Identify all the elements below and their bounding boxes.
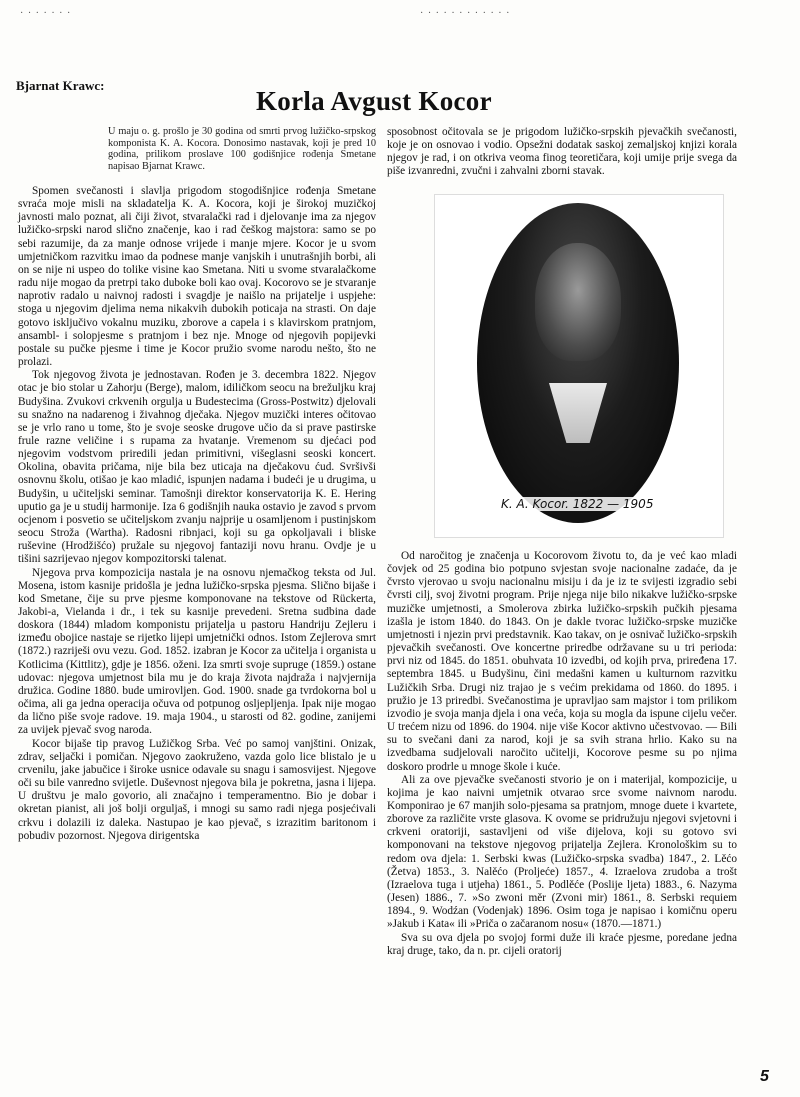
right-column-top: [387, 126, 737, 179]
portrait-signature: K. A. Kocor. 1822 — 1905: [497, 497, 657, 511]
paragraph: Sva su ova djela po svojoj formi duže ili kraće pjesme, poredane jedna kraj druge, tako, da n. pr. cijeli oratorij: [387, 931, 737, 957]
paragraph: Njegova prva kompozicija nastala je na osnovu njemačkog teksta od Jul. Mosena, istom kasnije pridošla je jedna lužičko-srpska pjesma. Slično bijaše i kod Smetane, čije su prve pjesme komponovane na tekstove od Rückerta, Jakobi-a, Vielanda i dr., i tek su kasnije prevedeni. Sretna sudbina dade doskora (1844) mladom komponistu prijatelja u pastoru Handriju Zejleru i između obojice nastaje se rijetko lijepi umjetnički odnos. Istom Zejlerova smrt (1872.) razriješi ovu vezu. God. 1852. izabran je Kocor za učitelja i organista u Kotlicima (Kittlitz), gdje je 1856. oženi. Iza smrti svoje supruge (1859.) ostane udovac: njegova umjetnost bila mu je do kraja života najdraža i najvjernija družica. Godine 1880. bude umirovljen. God. 1900. snade ga tvrdokorna bol u očima, ali ga jedna operacija očuva od potpunog osljepljenja. Ipak nije mogao da lično piše svoje radove. 19. maja 1904., u starosti od 82. godine, zanijemi za uvijek pjevač svog naroda.: [18, 566, 376, 737]
paragraph: Od naročitog je značenja u Kocorovom životu to, da je već kao mladi čovjek od 25 godina bio potpuno svjestan svoje nacionalne zadaće, da je čvrsto vjerovao u svoju nacionalnu misiju i da je iz te svijesti izgradio sebi čvrsti cilj, svoj životni program. Prije njega nije bilo nikakve lužičko-srpske muzičke umjetnosti, a Smolerova zbirka lužičko-srpskih pučkih pjesama izašla je istom 1840. do 1843. On je dakle tvorac lužičko-srpske muzičke umjetnosti i njezin prvi predstavnik. Kao takav, on je osnivač lužičko-srpskih pjevačkih svečanosti. Ove koncertne priredbe održavane su u tri perioda: prvi niz od 1845. do 1851. obuhvata 10 izvedbi, od kojih prva, priređena 17. septembra 1845. u Budyšinu, čini medašni kamen u kulturnom razvitku Lužičkih Srba. Drugi niz trajao je s većim prekidama od 1860. do 1895. i pružio je 13 priredbi. Svečanostima je upravljao sam majstor i tom prilikom izvodio je svoja manja djela i ona veća, koja su mogla da ispune cijelu večer. U trećem nizu od 1896. do 1904. nije više Kocor aktivno učestvovao. — Bili su to svečani dani za narod, koji je sa svih strana hrlio. Kako su na izvedbama sudjelovali naročito učitelji, Kocorove pesme su po njima doskoro prodrle u mnoge škole i kuće.: [387, 550, 737, 773]
right-column-bottom: [387, 550, 737, 958]
portrait-photo: [434, 194, 724, 538]
author-name: Bjarnat Krawc:: [16, 78, 105, 93]
intro-paragraph: U maju o. g. prošlo je 30 godina od smrti prvog lužičko-srpskog komponista K. A. Kocora. Donosimo nastavak, koji je pred 10 godina, prilikom proslave 100 godišnjice rođenja Smetane napisao Bjarnat Krawc.: [108, 126, 376, 172]
paragraph: Ali za ove pjevačke svečanosti stvorio je on i materijal, kompozicije, u kojima je kao naivni umjetnik otvarao srce svome naivnom narodu. Komponirao je 67 manjih solo-pjesama sa pratnjom, mnoge duete i kvartete, zborove za različite vrste glasova. K ovome se pridružuju njegovi svjetovni i crkveni oratoriji, sastavljeni od više dijelova, koji su gotovo svi komponovani na tekstove njegovog prijatelja Zejlera. Kronološkim su to redom ova djela: 1. Serbski kwas (Lužičko-srpska svadba) 1847., 2. Lěćo (Žetva) 1853., 3. Nalěćo (Proljeće) 1857., 4. Izraelova zrudoba a trošt (Izraelova tuga i utjeha) 1861., 5. Podlěće (Poslije ljeta) 1883., 6. Nazyma (Jesen) 1886., 7. »So zwoni měr (Zvoni mir) 1861., 8. Serbski requiem 1894., 9. Wodźan (Vodenjak) 1896. Osim toga je napisao i komičnu operu »Jakub i Kata« ili »Priča o začaranom nosu« (1870.—1871.): [387, 773, 737, 931]
article-title: Korla Avgust Kocor: [256, 86, 492, 116]
portrait-face: [535, 243, 621, 361]
paragraph: Kocor bijaše tip pravog Lužičkog Srba. Već po samoj vanjštini. Onizak, zdrav, seljački i pomičan. Njegovo zaokruženo, vazda golo lice blistalo je u crvenilu, jake jabučice i široke usnice odavale su snagu i samosvijest. Njegove oči su bile vanredno svijetle. Duševnost njegova bila je pokretna, jasna i lijepa. U društvu je malo govorio, ali značajno i temperamentno. Bio je dobar i okretan pianist, ali još bolji orguljaš, i mnogi su samo radi njega posjećivali crkvu i dolazili iz daleka. Nastupao je kao pjevač, s izrazitim baritonom i pobudiv pozornost. Njegova dirigentska: [18, 737, 376, 842]
paragraph: Tok njegovog života je jednostavan. Rođen je 3. decembra 1822. Njegov otac je bio stolar u Zahorju (Berge), malom, idiličkom seocu na brežuljku kraj Budyšina. Zvukovi crkvenih orgulja u Budestecima (Gross-Postwitz) djelovali su snažno na nadarenog i živahnog dječaka. Njegov muzički interes očitovao se je vrlo rano u tome, što je svoje seoske drugove učio da si prave pastirske frule razne veličine i s rupama za hvatanje. Vremenom su djećaci pod njegovim vodstvom priredili jedan primitivni, višeglasni seoski koncert. Okolina, obavita pričama, nije bila bez uticaja na dječakovu ćud. Svršivši osnovnu školu, otišao je kao mladić, ispunjen nadama i budeći je u drugima, u Budyšin, u učiteljski seminar. Tamošnji direktor konservatorija K. E. Hering uputio ga je u studij harmonije. Iza 6 godišnjih nauka ostavio je zavod s prvom ocjenom i posvetio se učiteljskom zvanju najprije u osamljenom i pustinjskom seocu Stroža (Wartha). Radosni ribnjaci, koji su ga opkoljavali i bliske ruševine (Hrodžišćo) pružale su njegovoj fantaziji novu hranu. Ovdje je u tišini sazrijevao njegov kompozitorski talenat.: [18, 369, 376, 566]
paragraph: sposobnost očitovala se je prigodom lužičko-srpskih pjevačkih svečanosti, koje je on osnovao i vodio. Opsežni dodatak saskoj zemaljskoj knjizi korala njegov je rad, i on otkriva veoma finog teoretičara, koji umije prije svega da piše izvanredni, zvučni i zahvalni zborni stavak.: [387, 126, 737, 178]
page-number: 5: [760, 1068, 769, 1085]
header-dots-right: · · · · · · · · · · · ·: [420, 8, 511, 19]
portrait-collar: [549, 383, 607, 443]
paragraph: Spomen svečanosti i slavlja prigodom stogodišnjice rođenja Smetane svraća moje misli na skladatelja K. A. Kocora, koji je širokoj muzičkoj javnosti malo poznat, ali čiji život, stvaralački rad i djelovanje ima za njegov lužičko-srpski narod slično značenje, kao i rad češkog majstora: samo se po sebi razumije, da za manje odnose vrijede i manje mjere. Kocor je u svom umjetničkom razvitku imao da podnese manje vanjskih i unutrašnjih borbi, ali on se nije ni uspeo do tolike visine kao Smetana. Niti u svome stvaralačkome radu nije mogao da pretrpi tako duboke boli kao ovaj. Kocorovo se je stvaranje naprotiv radalo u naivnoj radosti i svagdje je naišlo na prijatelje i uspjehe: stoga u njegovim djelima nema nikakvih dubokih poticaja na strasti. On daje gotovo isključivo vokalnu muziku, zborove a capela i s klavirskom pratnjom, ansambl- i solopjesme s pratnjom i bez nje. Mnoge od njegovih popijevki postale su pučke pjesme i time je Kocor pružio svome narodu nešto, što ne prolazi.: [18, 185, 376, 369]
portrait-oval: [477, 203, 679, 523]
left-column: [18, 185, 376, 843]
header-dots-left: · · · · · · ·: [20, 8, 72, 19]
